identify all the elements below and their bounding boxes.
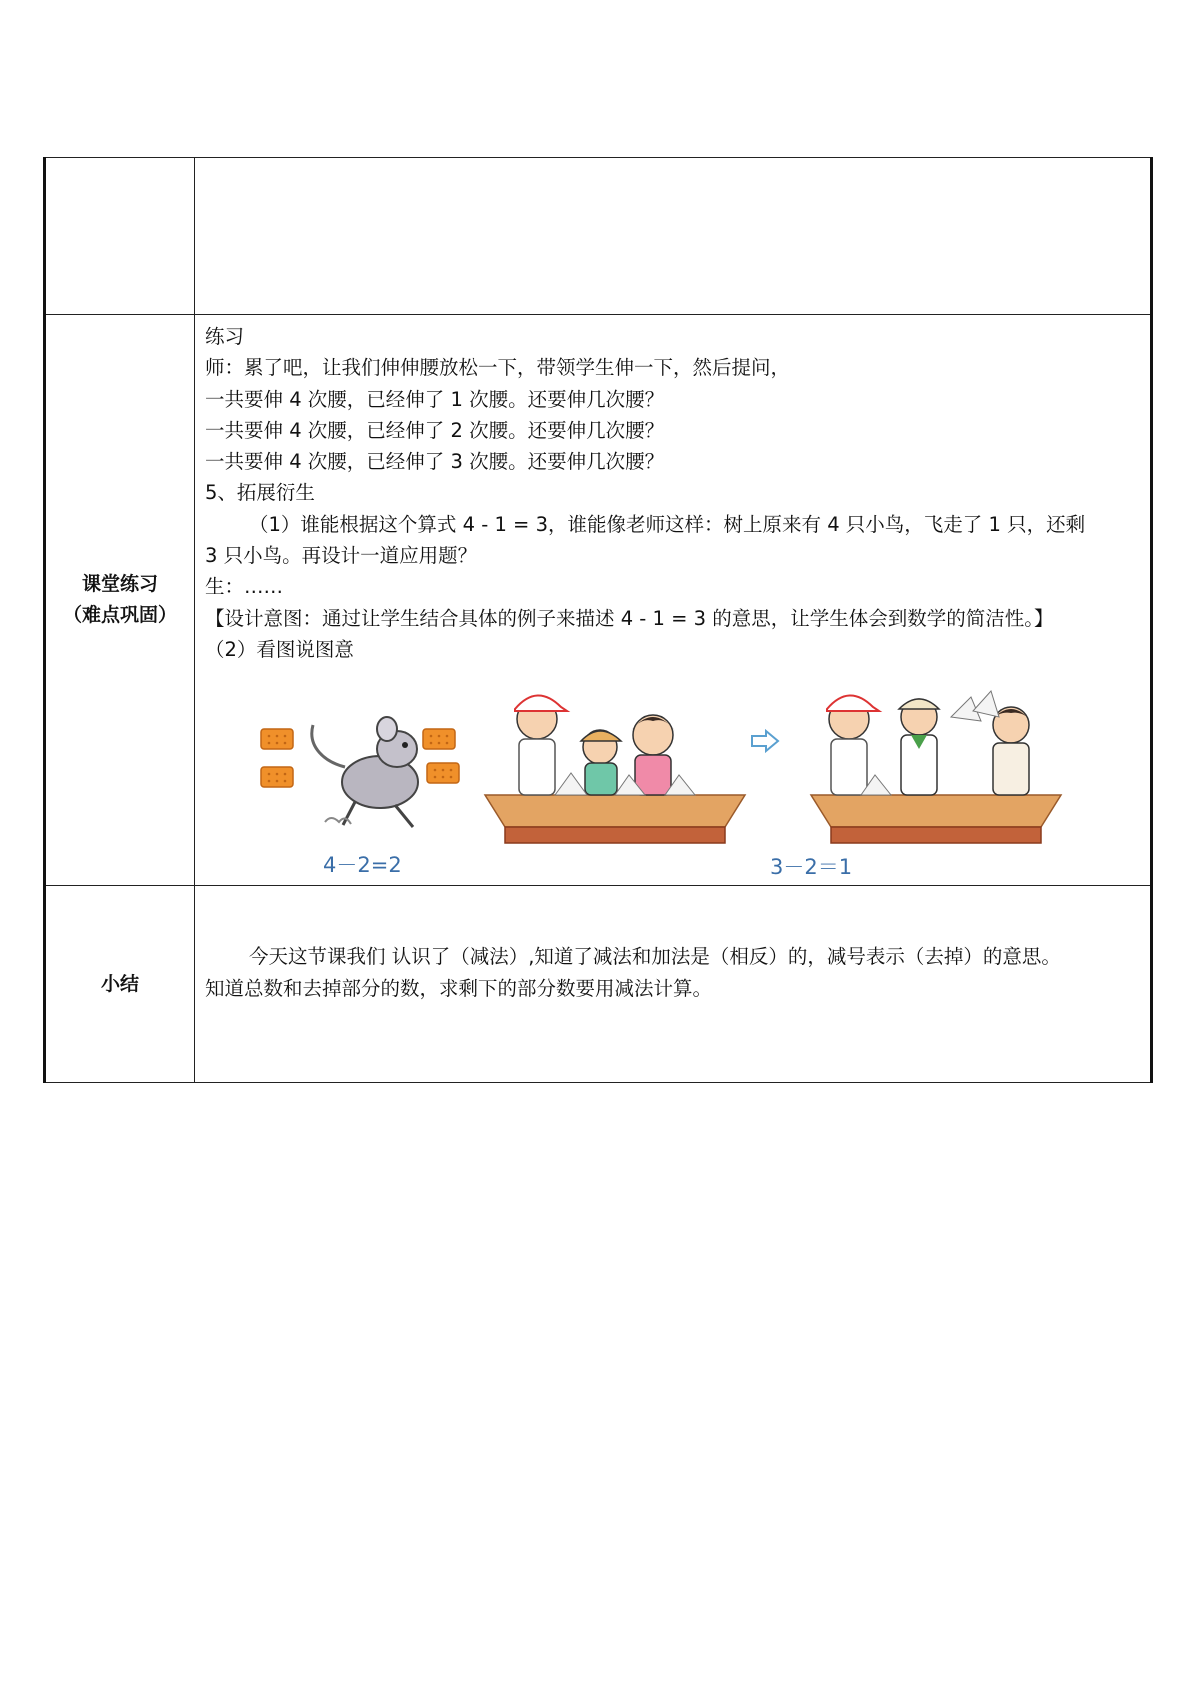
mouse-biscuit-illustration — [255, 707, 465, 847]
teacher-line: 师：累了吧，让我们伸伸腰放松一下，带领学生伸一下，然后提问， — [205, 356, 791, 380]
summary-line-1: 今天这节课我们 认识了（减法）,知道了减法和加法是（相反）的，减号表示（去掉）的意思。 — [249, 945, 1061, 969]
arrow-right-icon — [750, 729, 780, 753]
row-label-title: 课堂练习 — [81, 573, 158, 596]
student-answer: 生：…… — [205, 575, 284, 599]
row-label-empty — [45, 158, 195, 315]
row-label-summary — [45, 886, 195, 1083]
children-table-after-illustration — [801, 677, 1071, 847]
empty-content-cell — [195, 158, 1152, 315]
item-1-line-2: 3 只小鸟。再设计一道应用题？ — [205, 544, 478, 568]
item-1-line-1: （1）谁能根据这个算式 4 - 1 = 3，谁能像老师这样：树上原来有 4 只小鸟，飞走了 1 只，还剩 — [249, 512, 1086, 536]
design-intent: 【设计意图：通过让学生结合具体的例子来描述 4 - 1 = 3 的意思，让学生体会到数学的简洁性。】 — [205, 606, 1054, 630]
row-label-practice — [45, 315, 195, 886]
summary-line-2: 知道总数和去掉部分的数，求剩下的部分数要用减法计算。 — [205, 976, 713, 1000]
summary-content-cell — [195, 886, 1152, 1083]
row-label-text: 小结 — [100, 972, 139, 995]
picture-illustrations — [205, 667, 1140, 885]
practice-content-cell — [195, 315, 1152, 886]
equation-label-1: 4－2=2 — [323, 853, 402, 878]
lesson-plan-table — [43, 157, 1153, 1083]
table-row — [45, 158, 1152, 315]
practice-heading: 练习 — [205, 325, 245, 348]
question-2: 一共要伸 4 次腰，已经伸了 2 次腰。还要伸几次腰？ — [205, 418, 665, 442]
table-row — [45, 315, 1152, 886]
section-5-heading: 5、拓展衍生 — [205, 481, 315, 505]
row-label-subtitle: （难点巩固） — [62, 604, 177, 627]
question-1: 一共要伸 4 次腰，已经伸了 1 次腰。还要伸几次腰？ — [205, 387, 665, 411]
equation-label-2: 3－2＝1 — [770, 855, 853, 880]
item-2-heading: （2）看图说图意 — [205, 637, 354, 661]
table-row — [45, 886, 1152, 1083]
children-table-before-illustration — [475, 677, 755, 847]
question-3: 一共要伸 4 次腰，已经伸了 3 次腰。还要伸几次腰？ — [205, 450, 665, 474]
